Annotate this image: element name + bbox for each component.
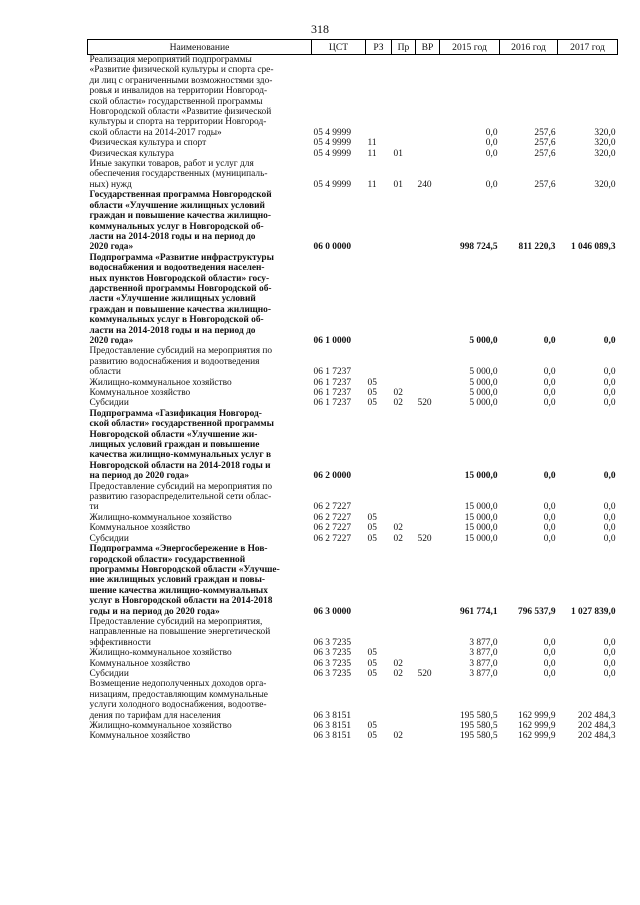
- cell-pr: [392, 138, 416, 148]
- cell-y2017: 202 484,3: [578, 721, 616, 731]
- cell-y2017: 0,0: [603, 523, 616, 534]
- cell-pr: [392, 378, 416, 388]
- cell-cst: 06 2 7227: [313, 523, 351, 534]
- cell-vr: [416, 253, 440, 347]
- cell-rz: [366, 679, 392, 721]
- cell-vr: 520: [417, 398, 432, 409]
- cell-rz: 05: [367, 668, 377, 679]
- cell-rz: [366, 482, 392, 513]
- cell-pr: [392, 513, 416, 523]
- table-row: [88, 659, 618, 669]
- cell-cst: 06 3 7235: [313, 668, 351, 679]
- cell-y2017: 0,0: [603, 512, 616, 523]
- cell-cst: 06 2 7227: [313, 502, 351, 513]
- table-body: [88, 55, 618, 742]
- cell-name: Подпрограмма «Развитие инфраструктуры водоснабжения и водоотведения населен- ных пунктов Новгородской области» госу- дарственной программы Новгородской об- ласти «Улучшение жилищных условий граждан и повышение качества жилищно- коммунальных услуг в Новгородской об- ласти на 2014-2018 годы и на период до 2020 года»: [89, 252, 274, 346]
- cell-cst: 06 1 0000: [313, 335, 351, 346]
- table-row: [88, 378, 618, 388]
- budget-table: [87, 39, 618, 742]
- cell-vr: [416, 409, 440, 482]
- cell-vr: [416, 544, 440, 617]
- cell-rz: 05: [367, 377, 377, 388]
- cell-y2016: 0,0: [543, 523, 556, 534]
- cell-cst: 06 3 8151: [313, 721, 351, 731]
- table-header-row: [88, 40, 618, 55]
- header-2016: 2016 год: [500, 40, 558, 55]
- cell-y2017: 320,0: [594, 179, 616, 190]
- cell-name: Возмещение недополученных доходов орга- низациям, предоставляющим коммунальные услуги холодного водоснабжения, водоотве- дения по тарифам для населения: [89, 679, 268, 721]
- cell-cst: 06 1 7237: [313, 367, 351, 378]
- cell-name: Субсидии: [89, 668, 129, 679]
- cell-vr: 240: [417, 179, 432, 190]
- cell-vr: [416, 388, 440, 398]
- cell-name: Коммунальное хозяйство: [89, 658, 191, 669]
- cell-y2017: 0,0: [603, 377, 616, 388]
- table-row: [88, 149, 618, 159]
- header-2015: 2015 год: [440, 40, 500, 55]
- table-row: [88, 669, 618, 679]
- cell-y2017: 0,0: [603, 335, 616, 346]
- cell-pr: 02: [393, 523, 403, 534]
- cell-rz: 05: [367, 523, 377, 534]
- cell-y2015: 3 877,0: [469, 648, 498, 659]
- cell-y2017: 0,0: [603, 471, 616, 482]
- cell-cst: 06 3 7235: [313, 648, 351, 659]
- table-row: [88, 346, 618, 377]
- cell-y2015: 3 877,0: [469, 668, 498, 679]
- cell-y2016: 0,0: [543, 512, 556, 523]
- cell-y2015: 3 877,0: [469, 658, 498, 669]
- cell-y2015: 195 580,5: [460, 710, 498, 721]
- cell-name: Жилищно-коммунальное хозяйство: [89, 377, 232, 388]
- cell-vr: [416, 346, 440, 377]
- cell-y2015: 3 877,0: [469, 637, 498, 648]
- header-pr: Пр: [392, 40, 416, 55]
- cell-rz: 05: [367, 388, 377, 398]
- cell-y2016: 162 999,9: [518, 731, 556, 742]
- cell-rz: 05: [367, 533, 377, 544]
- cell-y2016: 0,0: [543, 502, 556, 513]
- table-row: [88, 513, 618, 523]
- cell-cst: 06 1 7237: [313, 377, 351, 388]
- table-row: [88, 159, 618, 190]
- cell-y2017: 1 046 089,3: [570, 242, 616, 253]
- cell-y2015: 195 580,5: [460, 721, 498, 731]
- cell-rz: [366, 617, 392, 648]
- table-row: [88, 544, 618, 617]
- cell-name: Коммунальное хозяйство: [89, 388, 191, 398]
- cell-name: Иные закупки товаров, работ и услуг для обеспечения государственных (муниципаль- ных) нужд: [89, 159, 268, 190]
- cell-vr: [416, 55, 440, 139]
- cell-pr: 02: [393, 533, 403, 544]
- cell-name: Подпрограмма «Энергосбережение в Нов- городской области» государственной программы Новгородской области «Улучше- ние жилищных условий граждан и повы- шение качества жилищно-коммунальных услуг в Новгородской области на 2014-2018 годы и на период до 2020 года»: [89, 544, 280, 617]
- cell-cst: 06 2 7227: [313, 533, 351, 544]
- cell-y2015: 0,0: [485, 138, 498, 149]
- cell-name: Предоставление субсидий на мероприятия, направленные на повышение энергетической эффективности: [89, 616, 271, 648]
- cell-pr: 02: [393, 398, 403, 409]
- cell-pr: [392, 544, 416, 617]
- table-row: [88, 721, 618, 731]
- cell-pr: [392, 617, 416, 648]
- cell-rz: [366, 409, 392, 482]
- cell-rz: 05: [367, 658, 377, 669]
- cell-y2017: 0,0: [603, 637, 616, 648]
- cell-vr: [416, 679, 440, 721]
- cell-name: Подпрограмма «Газификация Новгород- ской области» государственной программы Новгородской области «Улучшение жи- лищных условий граждан и повышение качества жилищно-коммунальных услуг в Новгородской области на 2014-2018 годы и на период до 2020 года»: [89, 408, 274, 482]
- header-rz: РЗ: [366, 40, 392, 55]
- cell-cst: 05 4 9999: [313, 138, 351, 149]
- cell-y2017: 320,0: [594, 138, 616, 149]
- cell-rz: [366, 253, 392, 347]
- cell-y2016: 0,0: [543, 471, 556, 482]
- cell-cst: 06 3 0000: [313, 606, 351, 617]
- cell-y2015: 5 000,0: [469, 398, 498, 409]
- table-row: [88, 523, 618, 533]
- cell-vr: 520: [417, 533, 432, 544]
- cell-name: Предоставление субсидий на мероприятия по развитию газораспределительной сети облас- ти: [89, 481, 273, 513]
- cell-name: Жилищно-коммунальное хозяйство: [89, 648, 232, 659]
- cell-y2016: 162 999,9: [518, 710, 556, 721]
- cell-y2017: 0,0: [603, 367, 616, 378]
- cell-y2015: 15 000,0: [464, 533, 498, 544]
- table-row: [88, 534, 618, 544]
- cell-vr: [416, 482, 440, 513]
- cell-y2016: 0,0: [543, 533, 556, 544]
- cell-y2015: 5 000,0: [469, 377, 498, 388]
- cell-pr: 02: [393, 731, 403, 742]
- cell-pr: 02: [393, 658, 403, 669]
- cell-y2017: 320,0: [594, 148, 616, 159]
- cell-y2017: 0,0: [603, 533, 616, 544]
- cell-name: Субсидии: [89, 533, 129, 544]
- cell-rz: [366, 544, 392, 617]
- cell-vr: [416, 731, 440, 741]
- cell-name: Государственная программа Новгородской области «Улучшение жилищных условий граждан и повышение качества жилищно- коммунальных услуг в Новгородской об- ласти на 2014-2018 годы и на период до 2020 года»: [89, 190, 272, 253]
- cell-y2015: 5 000,0: [469, 335, 498, 346]
- table-row: [88, 190, 618, 252]
- cell-y2015: 15 000,0: [464, 523, 498, 534]
- cell-y2015: 15 000,0: [464, 512, 498, 523]
- cell-y2016: 0,0: [543, 637, 556, 648]
- cell-pr: [392, 679, 416, 721]
- table-row: [88, 138, 618, 148]
- cell-name: Предоставление субсидий на мероприятия по развитию водоснабжения и водоотведения области: [89, 346, 273, 378]
- cell-vr: 520: [417, 668, 432, 679]
- cell-pr: 01: [393, 148, 403, 159]
- table-row: [88, 398, 618, 408]
- cell-y2016: 0,0: [543, 377, 556, 388]
- cell-name: Реализация мероприятий подпрограммы «Развитие физической культуры и спорта сре- ди лиц с ограниченными возможностями здо- ровья и инвалидов на территории Новгород- ской области» государственной программы Новгородской области «Развитие физической культуры и спорта на территории Новгород- ской области на 2014-2017 годы»: [89, 55, 274, 138]
- cell-cst: 05 4 9999: [313, 148, 351, 159]
- cell-y2015: 0,0: [485, 148, 498, 159]
- cell-y2016: 0,0: [543, 398, 556, 409]
- cell-y2017: 202 484,3: [578, 731, 616, 742]
- cell-y2017: 0,0: [603, 388, 616, 398]
- cell-y2017: 1 027 839,0: [570, 606, 616, 617]
- cell-y2016: 162 999,9: [518, 721, 556, 731]
- cell-rz: 05: [367, 398, 377, 409]
- cell-y2016: 0,0: [543, 668, 556, 679]
- cell-vr: [416, 513, 440, 523]
- table-row: [88, 482, 618, 513]
- cell-rz: 11: [367, 148, 377, 159]
- cell-rz: 05: [367, 648, 377, 659]
- cell-name: Коммунальное хозяйство: [89, 731, 191, 742]
- cell-vr: [416, 523, 440, 533]
- cell-cst: 06 3 7235: [313, 658, 351, 669]
- cell-y2016: 796 537,9: [518, 606, 556, 617]
- cell-y2017: 0,0: [603, 668, 616, 679]
- cell-y2015: 195 580,5: [460, 731, 498, 742]
- cell-pr: 02: [393, 668, 403, 679]
- cell-y2015: 0,0: [485, 179, 498, 190]
- cell-rz: 05: [367, 512, 377, 523]
- table-row: [88, 648, 618, 658]
- cell-name: Субсидии: [89, 398, 129, 409]
- cell-cst: 06 2 7227: [313, 512, 351, 523]
- cell-y2016: 0,0: [543, 388, 556, 398]
- header-name: Наименование: [88, 40, 312, 55]
- cell-y2015: 5 000,0: [469, 388, 498, 398]
- cell-cst: 06 1 7237: [313, 398, 351, 409]
- cell-pr: [392, 648, 416, 658]
- cell-name: Жилищно-коммунальное хозяйство: [89, 721, 232, 731]
- cell-cst: 06 3 8151: [313, 731, 351, 742]
- cell-y2016: 257,6: [534, 127, 556, 138]
- cell-rz: 05: [367, 731, 377, 742]
- cell-y2017: 0,0: [603, 502, 616, 513]
- cell-name: Коммунальное хозяйство: [89, 523, 191, 534]
- cell-y2016: 0,0: [543, 367, 556, 378]
- cell-y2016: 257,6: [534, 138, 556, 149]
- cell-y2017: 0,0: [603, 648, 616, 659]
- cell-rz: 05: [367, 721, 377, 731]
- cell-vr: [416, 149, 440, 159]
- cell-y2016: 0,0: [543, 648, 556, 659]
- cell-y2017: 0,0: [603, 398, 616, 409]
- cell-cst: 06 2 0000: [313, 471, 351, 482]
- cell-pr: [392, 55, 416, 139]
- table-row: [88, 617, 618, 648]
- cell-y2015: 5 000,0: [469, 367, 498, 378]
- cell-cst: 06 3 7235: [313, 637, 351, 648]
- cell-vr: [416, 378, 440, 388]
- cell-cst: 06 1 7237: [313, 388, 351, 398]
- cell-y2016: 811 220,3: [518, 242, 556, 253]
- table-row: [88, 253, 618, 347]
- cell-rz: 11: [367, 179, 377, 190]
- cell-cst: 05 4 9999: [313, 179, 351, 190]
- cell-y2016: 257,6: [534, 148, 556, 159]
- table-row: [88, 388, 618, 398]
- cell-vr: [416, 659, 440, 669]
- table-row: [88, 679, 618, 721]
- cell-cst: 05 4 9999: [313, 127, 351, 138]
- cell-y2016: 257,6: [534, 179, 556, 190]
- cell-pr: 02: [393, 388, 403, 398]
- cell-y2015: 0,0: [485, 127, 498, 138]
- cell-y2015: 15 000,0: [464, 502, 498, 513]
- cell-pr: [392, 482, 416, 513]
- header-2017: 2017 год: [558, 40, 618, 55]
- cell-pr: [392, 190, 416, 252]
- cell-y2015: 15 000,0: [464, 471, 498, 482]
- cell-vr: [416, 190, 440, 252]
- cell-y2017: 0,0: [603, 658, 616, 669]
- cell-pr: [392, 409, 416, 482]
- header-cst: ЦСТ: [312, 40, 366, 55]
- cell-y2017: 202 484,3: [578, 710, 616, 721]
- cell-vr: [416, 721, 440, 731]
- cell-vr: [416, 648, 440, 658]
- cell-name: Физическая культура и спорт: [89, 138, 207, 149]
- cell-y2017: 320,0: [594, 127, 616, 138]
- table-row: [88, 55, 618, 139]
- cell-pr: 01: [393, 179, 403, 190]
- cell-vr: [416, 617, 440, 648]
- cell-vr: [416, 138, 440, 148]
- cell-y2016: 0,0: [543, 335, 556, 346]
- cell-rz: [366, 190, 392, 252]
- cell-rz: [366, 346, 392, 377]
- cell-name: Физическая культура: [89, 148, 174, 159]
- cell-cst: 06 3 8151: [313, 710, 351, 721]
- cell-pr: [392, 253, 416, 347]
- table-row: [88, 409, 618, 482]
- cell-pr: [392, 346, 416, 377]
- cell-rz: 11: [367, 138, 377, 149]
- cell-rz: [366, 55, 392, 139]
- cell-cst: 06 0 0000: [313, 242, 351, 253]
- cell-pr: [392, 721, 416, 731]
- page-number: 318: [311, 22, 329, 36]
- cell-name: Жилищно-коммунальное хозяйство: [89, 512, 232, 523]
- cell-y2016: 0,0: [543, 658, 556, 669]
- table-row: [88, 731, 618, 741]
- cell-y2015: 998 724,5: [460, 242, 498, 253]
- header-vr: ВР: [416, 40, 440, 55]
- cell-y2015: 961 774,1: [460, 606, 498, 617]
